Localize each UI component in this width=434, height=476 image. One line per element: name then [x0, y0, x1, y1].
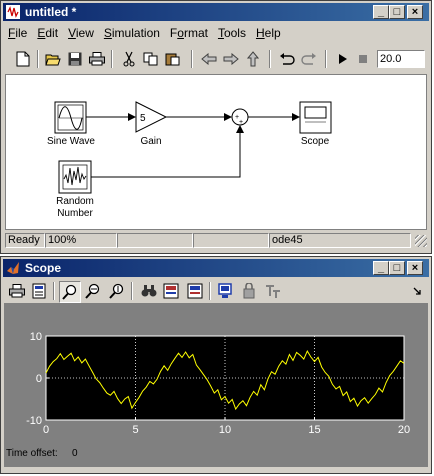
zoom-x-icon[interactable]	[83, 281, 103, 301]
scope-minimize-button[interactable]: _	[373, 261, 389, 275]
copy-icon[interactable]	[141, 49, 161, 69]
statusbar	[5, 233, 427, 249]
paste-icon[interactable]	[163, 49, 183, 69]
scope-window	[0, 256, 432, 474]
menu-format[interactable]: Format	[169, 26, 208, 40]
scope-titlebar[interactable]	[3, 259, 429, 277]
status-empty-2	[193, 233, 269, 248]
resize-grip-icon[interactable]	[415, 235, 427, 247]
x-tick-label-0: 0	[42, 424, 50, 436]
status-ready: Ready	[5, 233, 45, 248]
random-number-label-2: Number	[57, 208, 93, 219]
lock-axes-icon[interactable]	[239, 281, 259, 301]
print-icon[interactable]	[87, 49, 107, 69]
menu-simulation[interactable]: Simulation	[103, 26, 160, 40]
y-tick-label-2: 10	[29, 331, 42, 343]
gain-label: Gain	[140, 136, 162, 147]
x-tick-label-4: 20	[397, 424, 411, 436]
gain-block[interactable]	[136, 102, 166, 132]
signal-random-sum	[91, 126, 240, 177]
redo-icon[interactable]	[299, 49, 319, 69]
dock-arrow-icon[interactable]	[407, 281, 427, 301]
zoom-icon[interactable]	[59, 281, 81, 303]
window-title: untitled *	[25, 5, 77, 19]
svg-text:+: +	[235, 114, 240, 121]
menu-view[interactable]: View	[68, 26, 94, 40]
back-icon[interactable]	[199, 49, 219, 69]
forward-icon[interactable]	[221, 49, 241, 69]
simulink-icon	[6, 5, 20, 19]
y-tick-label-1: 0	[35, 373, 42, 385]
model-canvas[interactable]	[5, 74, 427, 230]
status-solver: ode45	[269, 233, 411, 248]
maximize-button[interactable]: □	[389, 5, 405, 19]
menu-tools[interactable]: Tools	[217, 26, 246, 40]
cut-icon[interactable]	[119, 49, 139, 69]
undo-icon[interactable]	[277, 49, 297, 69]
matlab-icon	[6, 261, 20, 275]
scope-toolbar	[3, 279, 429, 303]
status-zoom: 100%	[45, 233, 117, 248]
random-number-label-1: Random	[56, 196, 94, 207]
start-simulation-icon[interactable]	[333, 49, 353, 69]
stop-time-input[interactable]	[377, 50, 425, 68]
time-offset-value: 0	[72, 448, 78, 459]
random-number-block[interactable]	[59, 161, 91, 193]
sine-wave-label: Sine Wave	[47, 136, 95, 147]
gain-value: 5	[140, 113, 146, 124]
time-offset-label: Time offset:	[6, 448, 58, 459]
menu-edit[interactable]: Edit	[37, 26, 59, 40]
scope-block[interactable]	[300, 102, 331, 133]
menu-file[interactable]: File	[8, 26, 28, 40]
scope-title: Scope	[25, 261, 62, 275]
up-icon[interactable]	[243, 49, 263, 69]
sum-block[interactable]	[232, 109, 248, 126]
signal-selection-icon[interactable]	[263, 281, 283, 301]
parameters-icon[interactable]	[29, 281, 49, 301]
scope-chart[interactable]	[4, 303, 428, 451]
stop-simulation-icon[interactable]	[353, 49, 373, 69]
save-axes-icon[interactable]	[161, 281, 181, 301]
zoom-y-icon[interactable]	[107, 281, 127, 301]
sine-wave-block[interactable]	[55, 102, 86, 133]
x-tick-label-1: 5	[132, 424, 139, 436]
x-tick-label-3: 15	[308, 424, 321, 436]
restore-axes-icon[interactable]	[185, 281, 205, 301]
autoscale-icon[interactable]	[139, 281, 159, 301]
x-tick-label-2: 10	[218, 424, 232, 436]
scope-label: Scope	[300, 136, 330, 147]
new-icon[interactable]	[13, 49, 33, 69]
menubar	[3, 23, 286, 43]
y-tick-label-0: -10	[26, 415, 42, 427]
model-toolbar	[3, 47, 429, 71]
menu-help[interactable]: Help	[255, 26, 281, 40]
scope-close-button[interactable]: ×	[407, 261, 423, 275]
minimize-button[interactable]: _	[373, 5, 389, 19]
model-titlebar[interactable]	[3, 3, 429, 21]
scope-plot-area[interactable]	[4, 303, 428, 467]
floating-scope-icon[interactable]	[215, 281, 235, 301]
open-icon[interactable]	[43, 49, 63, 69]
print-icon[interactable]	[7, 281, 27, 301]
save-icon[interactable]	[65, 49, 85, 69]
scope-maximize-button[interactable]: □	[389, 261, 405, 275]
status-empty-1	[117, 233, 193, 248]
svg-text:+: +	[239, 119, 244, 126]
close-button[interactable]: ×	[407, 5, 423, 19]
